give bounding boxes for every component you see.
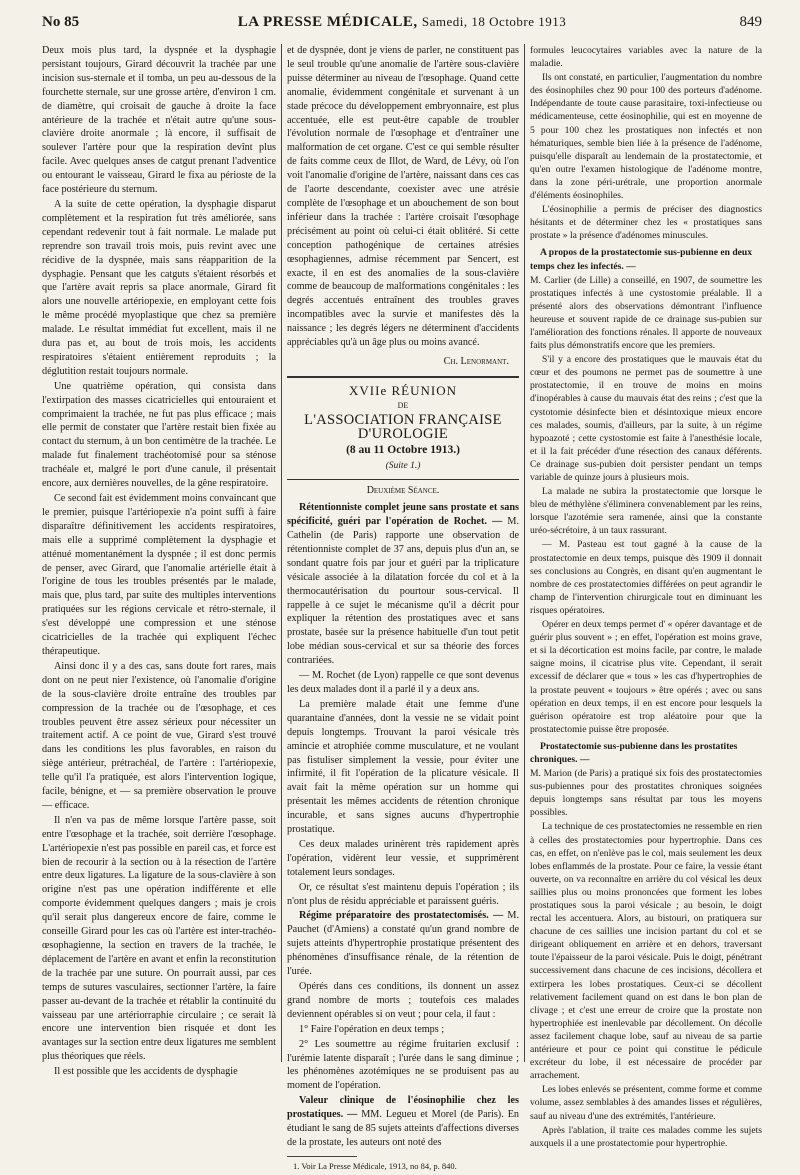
item [287, 909, 519, 979]
item [287, 1094, 519, 1150]
paragraph: Ainsi donc il y a des cas, sans doute fort rares, mais dont on ne peut nier l'existence, où l'anomalie d'origine de la sous-clavière droite entraîne des troubles par compression de la trachée ou de l'œsophage, et ces troubles peuvent être assez sérieux pour nécessiter un traitement actif. A ce point de vue, Girard s'est trouvé dans les conditions les plus favorables, en raison du siège antérieur, prétrachéal, de l'artère : l'artériopexie, telle qu'il l'a pratiquée, est alors l'intervention logique, facile, bénigne, et — sa première observation le prouve — efficace. [42, 660, 276, 811]
session-heading: Deuxième Séance. [366, 485, 440, 497]
paragraph: et de dyspnée, dont je viens de parler, ne constituent pas le seul trouble qu'une anomalie de l'artère sous-clavière puisse déterminer au niveau de l'œsophage. Quand cette anomalie, évidemment congénitale et survenant à un stade précoce du développement embryonnaire, est plus accentuée, elle est peut-être capable de troubler l'évolution normale de l'œsophage et d'entraîner une malformation de cet organe. C'est ce qui semble résulter de faits comme ceux de Illot, de Ward, de Lévy, où l'on voit l'anomalie d'origine de l'artère, naissant dans ces cas de l'aorte descendante, coexister avec une atrésie complète de l'œsophage et un abouchement de son bout inférieur dans la trachée : l'artère croisait l'œsophage précisément au point où celui-ci était oblitéré. Si cette conception pathogénique de certaines atrésies œsophagiennes, admise récemment par Sencert, est exacte, il en est des anomalies de la sous-clavière comme de beaucoup de malformations congénitales : les degrés accentués entraînent des troubles graves incompatibles avec la survie et manifestes dès la naissance ; les degrés légers ne déterminent d'accidents appréciables qu'à un âge plus ou moins avancé. [287, 45, 519, 349]
item: La première malade était une femme d'une quarantaine d'années, dont la vessie ne se vidait point depuis longtemps. Trouvant la paroi vésicale très amincie et atrophiée comme musculature, et ne voulant pas fistuliser simplement la vessie, pour éviter une infirmité, il fit l'opération de la plicature vésicale. Il avait fait la même opération sur un homme qui présentait les mêmes accidents de rétention chronique incurable, et sans signes aucuns d'hypertrophie prostatique. [287, 698, 519, 836]
item-text: M. Cathelin (de Paris) rapporte une observation de rétentionniste complet de 37 ans, depuis plus d'un an, se sondant quatre fois par jour et guéri par la triplicature vésicale associée à la dilatation forcée du col et à la thermocautérisation du pourtour sous-cervical. Il rappelle à ce sujet le mécanisme qu'il a décrit pour expliquer la rétention des prostatiques avec et sans prostate, basée sur la présence habituelle d'un tout petit lobe médian sous-cervical et sur sa théorie des forces contrariées. [287, 516, 519, 667]
paragraph: Ils ont constaté, en particulier, l'augmentation du nombre des éosinophiles chez 90 pour 100 des porteurs d'adénome. Indépendante de toute cause parasitaire, toxi-infectieuse ou médicamenteuse, cette éosinophilie, qui est en moyenne de 5 pour 100 chez les prostatiques non infectés et non hématuriques, semble bien liée à la présence de l'adénome, puisqu'elle disparaît au lendemain de la prostatectomie, et qu'en outre l'examen histologique de l'adénome montre, dans la zone péri-urétrale, une proportion anormale d'éléments éosinophiles. [530, 72, 762, 202]
item [287, 501, 519, 668]
item: La technique de ces prostatectomies ne ressemble en rien à celles des prostatectomies pour hypertrophie. Dans ces cas, en effet, on n'enlève pas le col, mais seulement les deux lobes enflammés de la prostate. Pour ce faire, la vessie étant ouverte, on va reconnaître en arrière du col vésical les deux saillies plus ou moins prononcées que forment les lobes prostatiques sous la paroi vésicale ; au besoin, le doigt rectal les accentuera. Alors, au bistouri, on pratiquera sur chacune de ces saillies une incision partant du col et se dirigeant obliquement en arrière et en dehors, traversant toute l'épaisseur de la paroi vésicale. Puis le doigt, pénétrant successivement dans chacune de ces incisions, décollera et extirpera les lobes prostatiques. Ceux-ci se décollent relativement facilement quand on est dans le bon plan de clivage ; et c'est une erreur de croire que la prostate non hypertrophiée est inenlevable par décollement. On décolle assez facilement chaque lobe, sauf au niveau de sa partie antérieure et pour ce point qui constitue le pédicule excréteur du lobe, il est nécessaire de procéder par arrachement. [530, 821, 762, 1082]
column-right [530, 44, 762, 1151]
author-signature: Ch. Lenormant. [443, 355, 509, 367]
item: Opérés dans ces conditions, ils donnent un assez grand nombre de morts ; toutefois ces malades deviennent opérables si on veut ; pour cela, il faut : [287, 981, 519, 1020]
paragraph: L'éosinophilie a permis de préciser des diagnostics hésitants et de déterminer chez les « prostatiques sans prostate » la présence d'adénomes minuscules. [530, 204, 762, 242]
section-title-box [287, 376, 519, 480]
publication-name: LA PRESSE MÉDICALE, [237, 14, 418, 30]
paragraph: A la suite de cette opération, la dysphagie disparut complètement et la respiration fut très améliorée, sans cependant redevenir tout à fait normale. Le malade put reprendre son travail trois mois, puis revint avec une récidive de la dyspnée, mais sans réapparition de la dysphagie. Pensant que les catguts s'étaient résorbés et que l'artère avait repris sa place anormale, Girard fit alors une nouvelle artériopexie, en employant cette fois le même procédé myoplastique que chez sa première malade. Le résultat immédiat fut excellent, mais il ne dura pas et, au bout de trois mois, les accidents respiratoires s'étaient entièrement reproduits ; la déglutition restait toujours normale. [42, 198, 276, 377]
paragraph: Ce second fait est évidemment moins convaincant que le premier, puisque l'artériopexie n'a point suffi à faire disparaître définitivement les accidents respiratoires, mais elle a supprimé complètement la dysphagie et atténué momentanément la dyspnée ; il est donc permis de penser, avec Girard, que l'anomalie artérielle était à l'origine de tous les troubles présentés par le malade, mais que, plus tard, par suite des multiples interventions pratiquées sur les régions cervicale et rétro-sternale, il s'est développé une compression et une sténose cicatricielles de la trachée qui expliquent l'échec thérapeutique. [42, 493, 276, 657]
reunion-title: XVIIe RÉUNION [349, 382, 457, 398]
item-text: M. Pauchet (d'Amiens) a constaté qu'un grand nombre de sujets atteints d'hypertrophie prostatique présentent des phénomènes d'insuffisance rénale, de la rétention de l'urée. [287, 910, 520, 978]
item: S'il y a encore des prostatiques que le mauvais état du cœur et des poumons ne permet pas de soumettre à une prostatectomie, il en trouve de moins en moins d'inopérables à cause du mauvais état des reins ; c'est que la cystotomie désinfecte bien et désintoxique mieux encore ces malades, soumis, d'ailleurs, par la suite, à un régime hypoazoté ; cette cystostomie est faite à l'anesthésie locale, et il la fait précéder d'une résection des canaux déférents. Ce drainage sus-pubien doit persister pendant un temps variable de quinze jours à plusieurs mois. [530, 354, 762, 483]
page-number: 849 [739, 14, 762, 30]
item: Les lobes enlevés se présentent, comme forme et comme volume, assez semblables à des amandes lisses et régulières, sauf au niveau d'une des extrémités, l'antérieure. [530, 1084, 762, 1122]
item: 1° Faire l'opération en deux temps ; [299, 1023, 445, 1035]
footnote: 1. Voir La Presse Médicale, 1913, no 84, p. 840. [293, 1160, 457, 1171]
item-heading: Régime préparatoire des prostatectomisés. — [299, 910, 504, 922]
item-heading: Rétentionniste complet jeune sans prostate et sans spécificité, guéri par l'opération de Rochet. — [287, 502, 519, 528]
footnote-rule [287, 1156, 357, 1157]
item: — M. Rochet (de Lyon) rappelle ce que sont devenus les deux malades dont il a parlé il y a deux ans. [287, 670, 519, 695]
item-heading: A propos de la prostatectomie sus-pubienne en deux temps chez les infectés. — [530, 247, 753, 272]
paragraph: Une quatrième opération, qui consista dans l'extirpation des masses cicatricielles qui entouraient et comprimaient la trachée, ne fut pas plus efficace ; mais elle permit de constater que l'artère restait bien fixée au contact du sternum, à un bon centimètre de la trachée. Le malade fut finalement trachéotomisé pour sa sténose trachéale et, malgré le port d'une canule, il présentait encore, aux dernières nouvelles, de la gêne respiratoire. [42, 380, 276, 490]
issue-date: Samedi, 18 Octobre 1913 [421, 14, 567, 29]
item: Or, ce résultat s'est maintenu depuis l'opération ; ils n'ont plus de résidu appréciable et paraissent guéris. [287, 881, 519, 907]
paragraph: Il n'en va pas de même lorsque l'artère passe, soit entre l'œsophage et la trachée, soit derrière l'œsophage. L'artériopexie n'est pas possible en pareil cas, et force est bien de recourir à la section ou à la résection de l'artère entre deux ligatures. La ligature de la sous-clavière à son origine n'est pas une opération indifférente et elle comporte évidemment quelques dangers ; mais je crois qu'il serait plus dangereux encore de faire, comme le conseille Girard pour les cas où l'artère est inter-trachéo-œsophagienne, la section en travers de la trachée, le déplacement de l'artère en avant et enfin la reconstitution de la trachée par une suture. On pourrait aussi, par ces temps de sutures vasculaires, sectionner l'artère, la faire passer au-devant de la trachée et rétablir la continuité du vaisseau par une artériorraphie circulaire ; ce serait là encore une intervention bien risquée et dont les avantages sur la section entre deux ligatures me semblent plus théoriques que réels. [42, 814, 276, 1063]
paragraph: Il est possible que les accidents de dysphagie [54, 1066, 238, 1078]
item: La malade ne subira la prostatectomie que lorsque le bleu de méthylène s'éliminera convenablement par les reins, lorsque l'azotémie sera ramenée, ainsi que la constante uréo-sécrétoire, à un taux rassurant. [530, 486, 762, 537]
running-title [42, 14, 762, 31]
item-text: M. Marion (de Paris) a pratiqué six fois des prostatectomies sus-pubiennes pour des prostatites chroniques soignées depuis longtemps sans résultat par tous les moyens possibles. [530, 768, 762, 819]
column-left [42, 44, 276, 1080]
column-rule [281, 44, 282, 1062]
item-text: M. Carlier (de Lille) a conseillé, en 1907, de soumettre les prostatiques infectés à une cystostomie préalable. Il a présenté alors des observations démontrant l'influence heureuse et souvent rapide de ce drainage sus-pubien sur l'amélioration des fonctions rénales. Il apporte de nouveaux faits plus démonstratifs encore que les premiers. [530, 274, 762, 352]
meeting-dates: (8 au 11 Octobre 1913.) [346, 444, 460, 457]
item-heading: Prostatectomie sus-pubienne dans les prostatites chroniques. — [530, 740, 738, 765]
column-rule [524, 44, 525, 1062]
item: — M. Pasteau est tout gagné à la cause de la prostatectomie en deux temps, puisque dès 1909 il donnait ses conclusions au Congrès, en disant qu'en augmentant le nombre de ces prostatectomies différées on peut agrandir le champ de l'intervention chirurgicale tout en diminuant les risques opératoires. [530, 539, 762, 616]
continued-note: (Suite 1.) [385, 461, 421, 472]
item [530, 740, 762, 766]
paragraph: formules leucocytaires variables avec la nature de la maladie. [530, 45, 762, 70]
item-heading: Valeur clinique de l'éosinophilie chez les prostatiques. — [287, 1095, 519, 1121]
reunion-de: DE [397, 400, 409, 410]
issue-number: No 85 [42, 14, 80, 30]
association-name: L'ASSOCIATION FRANÇAISE D'UROLOGIE [304, 411, 502, 442]
item: 2° Les soumettre au régime fruitarien exclusif : l'urémie latente disparaît ; l'urée dans le sang diminue ; les phénomènes azotémiques ne se produisent pas au moment de l'opération. [287, 1038, 519, 1092]
column-middle [287, 44, 519, 1175]
page-header [42, 14, 762, 36]
item-text: MM. Legueu et Morel (de Paris). En étudiant le sang de 85 sujets atteints d'affections diverses de la prostate, les auteurs ont noté des [287, 1109, 520, 1148]
paragraph: Deux mois plus tard, la dyspnée et la dysphagie persistant toujours, Girard découvrit la trachée par une incision sus-sternale et il tomba, un peu au-dessous de la fourchette sternale, sur une grosse artère, d'environ 1 cm. de diamètre, qui croisait de gauche à droite la face antérieure de la trachée et n'était autre qu'une sous-clavière droite anormale ; là encore, il suffisait de soulever l'artère pour que la respiration devînt plus facile. Avec quelques anses de catgut prenant l'adventice ou entourant le vaisseau, Girard le fixa au périoste de la face postérieure du sternum. [42, 45, 276, 196]
item [530, 246, 762, 272]
item: Après l'ablation, il traite ces malades comme les sujets auxquels il a une prostatectomie pour hypertrophie. [530, 1124, 762, 1149]
item: Ces deux malades urinèrent très rapidement après l'opération, vidèrent leur vessie, et supprimèrent totalement leurs sondages. [287, 838, 519, 878]
item: Opérer en deux temps permet d' « opérer davantage et de guérir plus souvent » ; en effet, l'opération est moins grave, et si la décortication est moins facile, par contre, le malade saigne moins, il cicatrise plus vite. Cependant, il serait excessif de déclarer que « tous » les cas d'hypertrophies de la prostate peuvent « toujours » être opérés ; avec ou sans opération en deux temps, il en est encore pour lesquels la guérison opératoire est trop aléatoire pour que la prostatectomie puisse être proposée. [530, 619, 762, 735]
